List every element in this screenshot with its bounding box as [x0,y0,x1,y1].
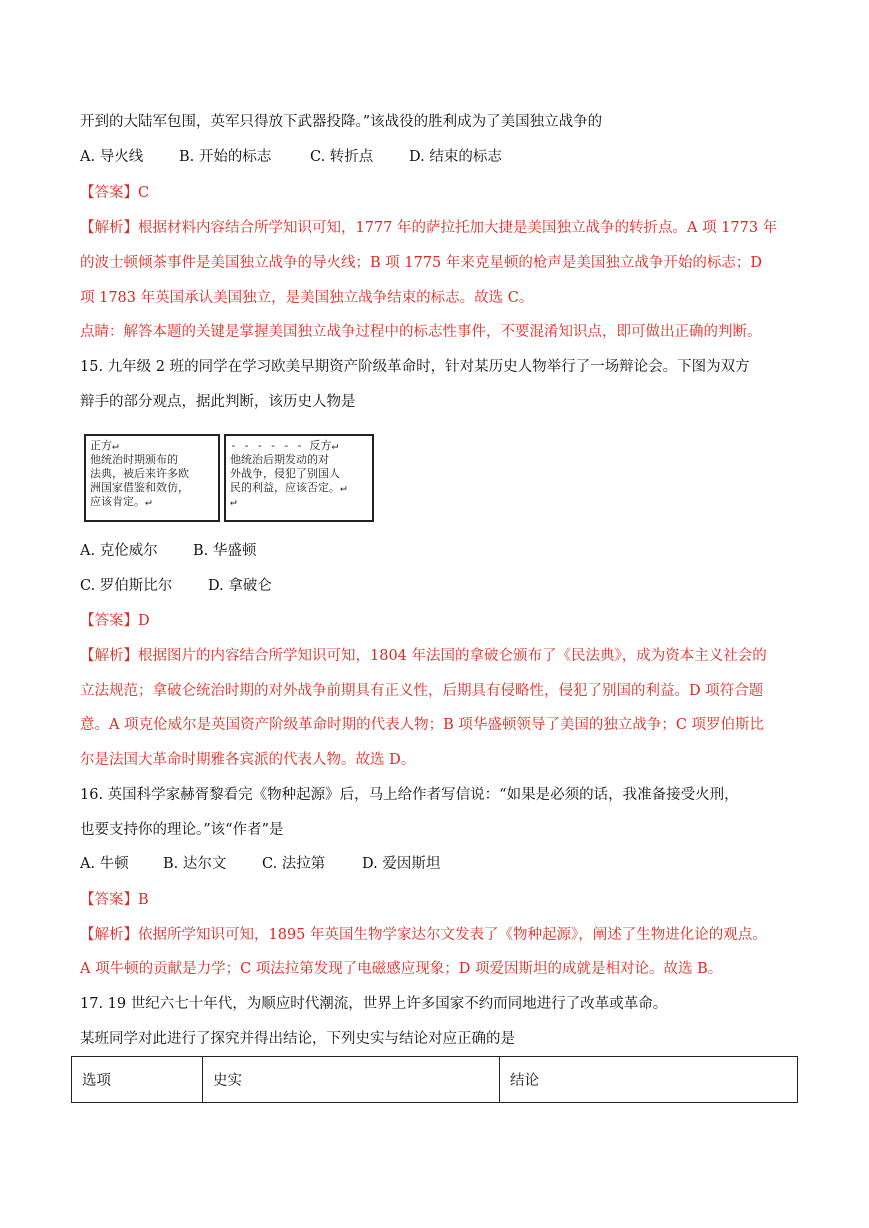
q14-explanation-2: 的波士顿倾茶事件是美国独立战争的导火线；B 项 1775 年来克星顿的枪声是美国独立战争开始的标志；D [80,255,763,271]
q16-answer [80,890,149,910]
q15-options-row-2 [80,576,272,596]
explanation-text: 根据材料内容结合所学知识可知，1777 年的萨拉托加大捷是美国独立战争的转折点。A 项 1773 年 [138,220,778,236]
q15-answer [80,611,150,631]
explanation-text: 依据所学知识可知，1895 年英国生物学家达尔文发表了《物种起源》，阐述了生物进化论的观点。 [138,927,767,943]
q15-explanation-4: 尔是法国大革命时期雅各宾派的代表人物。故选 D。 [80,752,416,768]
answer-tag: 【答案】 [80,185,138,201]
q17-stem-2: 某班同学对此进行了探究并得出结论，下列史实与结论对应正确的是 [80,1031,515,1047]
q14-tip: 点睛：解答本题的关键是掌握美国独立战争过程中的标志性事件，不要混淆知识点，即可做出正确的判断。 [80,324,762,340]
pro-line: 正方↵ [90,439,119,452]
q17-stem-1: 17. 19 世纪六七十年代，为顺应时代潮流，世界上许多国家不约而同地进行了改革或革命。 [80,996,668,1012]
q14-option-d: D. 结束的标志 [409,149,502,165]
q15-option-d: D. 拿破仑 [208,578,272,594]
header-conclusion: 结论 [500,1057,798,1103]
answer-value: D [138,613,150,629]
con-line: 外战争，侵犯了别国人 [230,467,340,480]
explanation-tag: 【解析】 [80,648,138,664]
q16-explanation-1 [80,925,767,945]
debate-figure [84,434,376,526]
q16-options [80,854,440,874]
q15-option-a: A. 克伦威尔 [80,543,158,559]
header-fact: 史实 [203,1057,500,1103]
explanation-text: 根据图片的内容结合所学知识可知，1804 年法国的拿破仑颁布了《民法典》，成为资本主义社会的 [138,648,767,664]
pro-side-box [84,434,220,522]
q16-option-c: C. 法拉第 [262,856,326,872]
answer-value: C [138,185,150,201]
q15-explanation-3: 意。A 项克伦威尔是英国资产阶级革命时期的代表人物；B 项华盛顿领导了美国的独立战争；C 项罗伯斯比 [80,717,765,733]
q15-option-c: C. 罗伯斯比尔 [80,578,173,594]
con-side-box [224,434,374,522]
q17-table [71,1056,798,1103]
q15-explanation-2: 立法规范；拿破仑统治时期的对外战争前期具有正义性，后期具有侵略性，侵犯了别国的利益。D 项符合题 [80,683,764,699]
con-line: 民的利益，应该否定。↵ [230,481,347,494]
q15-options-row-1 [80,541,256,561]
answer-value: B [138,892,149,908]
q14-option-a: A. 导火线 [80,149,144,165]
q15-stem-1: 15. 九年级 2 班的同学在学习欧美早期资产阶级革命时，针对某历史人物举行了一场辩论会。下图为双方 [80,359,750,375]
explanation-tag: 【解析】 [80,220,138,236]
con-line: 他统治后期发动的对 [230,453,329,466]
con-line: - - - - - - 反方↵ [230,439,339,452]
q14-options [80,147,502,167]
explanation-tag: 【解析】 [80,927,138,943]
q16-stem-2: 也要支持你的理论。”该“作者”是 [80,822,284,838]
q14-answer [80,183,149,203]
q14-explanation-3: 项 1783 年英国承认美国独立，是美国独立战争结束的标志。故选 C。 [80,290,534,306]
q16-option-a: A. 牛顿 [80,856,129,872]
q16-option-b: B. 达尔文 [163,856,227,872]
con-line: ↵ [230,495,237,508]
q15-explanation-1 [80,646,767,666]
table-header-row [72,1057,798,1103]
q15-option-b: B. 华盛顿 [193,543,257,559]
answer-tag: 【答案】 [80,613,138,629]
q14-stem-end: 开到的大陆军包围，英军只得放下武器投降。”该战役的胜利成为了美国独立战争的 [80,114,603,130]
q16-explanation-2: A 项牛顿的贡献是力学；C 项法拉第发现了电磁感应现象；D 项爱因斯坦的成就是相对论。故选 B。 [80,961,723,977]
pro-line: 他统治时期颁布的 [90,453,178,466]
q14-option-c: C. 转折点 [310,149,374,165]
q14-option-b: B. 开始的标志 [179,149,272,165]
pro-line: 洲国家借鉴和效仿， [90,481,189,494]
q15-stem-2: 辩手的部分观点，据此判断，该历史人物是 [80,394,356,410]
answer-tag: 【答案】 [80,892,138,908]
q14-explanation-1 [80,218,777,238]
pro-line: 应该肯定。↵ [90,495,152,508]
q16-option-d: D. 爱因斯坦 [362,856,441,872]
pro-line: 法典，被后来许多欧 [90,467,189,480]
q16-stem-1: 16. 英国科学家赫胥黎看完《物种起源》后，马上给作者写信说：“如果是必须的话，我准备接受火刑， [80,787,739,803]
header-option: 选项 [72,1057,203,1103]
